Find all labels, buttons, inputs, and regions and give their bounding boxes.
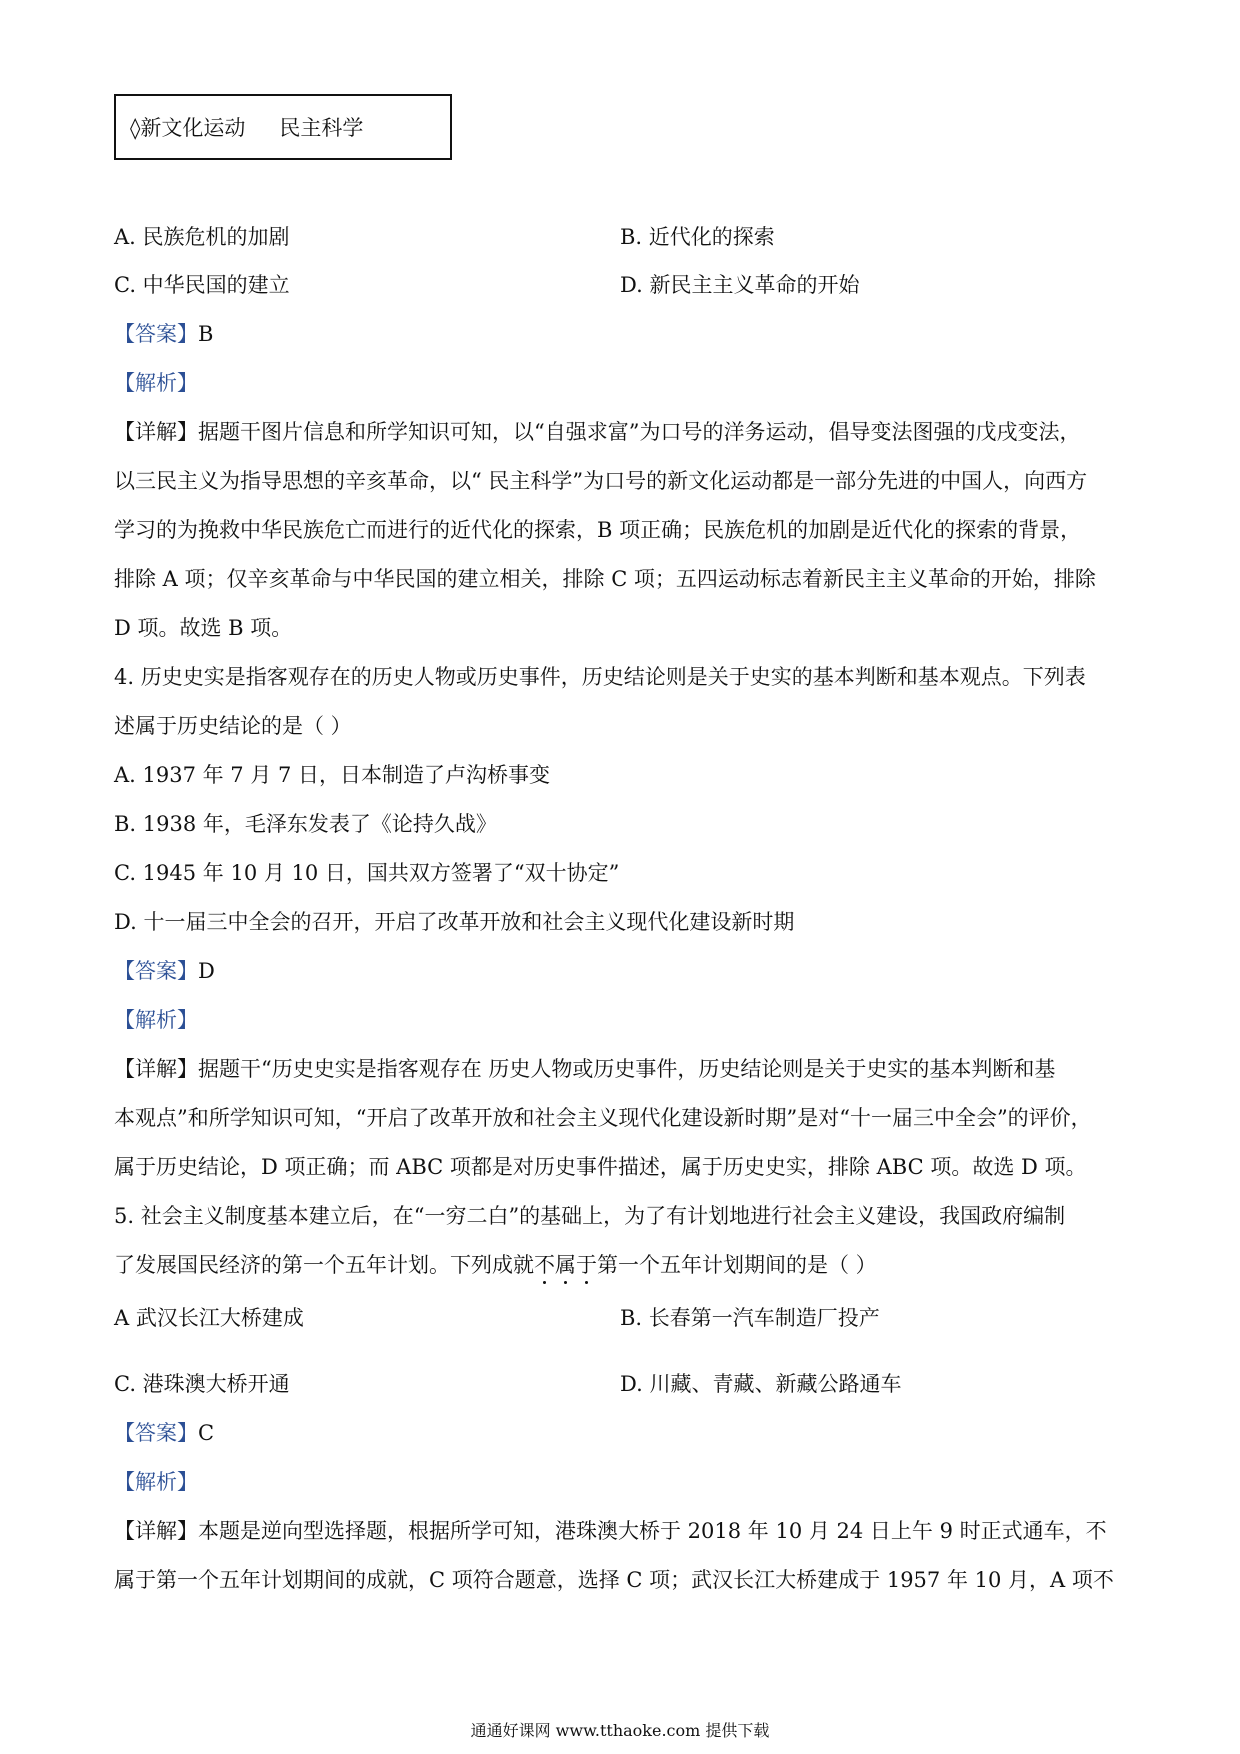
q3-option-d: D. 新民主主义革命的开始 bbox=[620, 273, 860, 297]
keyword-box bbox=[114, 94, 452, 160]
q4-option-b: B. 1938 年，毛泽东发表了《论持久战》 bbox=[114, 812, 497, 836]
detail-text: 据题干“历史史实是指客观存在 历史人物或历史事件，历史结论则是关于史实的基本判断和基 bbox=[198, 1057, 1056, 1081]
q3-option-a: A. 民族危机的加剧 bbox=[114, 225, 290, 249]
q4-analysis bbox=[114, 1006, 1134, 1034]
answer-tag: 【答案】 bbox=[114, 322, 198, 346]
q3-detail-line: 以三民主义为指导思想的辛亥革命，以“ 民主科学”为口号的新文化运动都是一部分先进的中国人，向西方 bbox=[114, 469, 1088, 493]
q5-option-a: A 武汉长江大桥建成 bbox=[114, 1306, 304, 1330]
q3-analysis bbox=[114, 369, 1134, 397]
answer-tag: 【答案】 bbox=[114, 1421, 198, 1445]
q4-option-d: D. 十一届三中全会的召开，开启了改革开放和社会主义现代化建设新时期 bbox=[114, 910, 795, 934]
stem-text: 了发展国民经济的第一个五年计划。下列成就 bbox=[114, 1253, 534, 1277]
analysis-tag: 【解析】 bbox=[114, 371, 198, 395]
q5-stem: 5. 社会主义制度基本建立后，在“一穷二白”的基础上，为了有计划地进行社会主义建设，我国政府编制 bbox=[114, 1204, 1066, 1228]
diamond-symbol: ◊ bbox=[130, 116, 141, 140]
q5-answer bbox=[114, 1419, 1134, 1447]
q4-detail-line bbox=[114, 1055, 1134, 1083]
q3-option-c: C. 中华民国的建立 bbox=[114, 273, 290, 297]
q4-answer bbox=[114, 957, 1134, 985]
q4-detail-line: 属于历史结论，D 项正确；而 ABC 项都是对历史事件描述，属于历史史实，排除 ABC 项。故选 D 项。 bbox=[114, 1155, 1087, 1179]
q3-detail-line: 学习的为挽救中华民族危亡而进行的近代化的探索，B 项正确；民族危机的加剧是近代化的探索的背景， bbox=[114, 518, 1082, 542]
emphasis-char: 于 bbox=[576, 1253, 597, 1277]
q3-detail-line: D 项。故选 B 项。 bbox=[114, 616, 293, 640]
answer-tag: 【答案】 bbox=[114, 959, 198, 983]
q3-detail-line: 排除 A 项；仅辛亥革命与中华民国的建立相关，排除 C 项；五四运动标志着新民主主义革命的开始，排除 bbox=[114, 567, 1096, 591]
q4-detail-line: 本观点”和所学知识可知，“开启了改革开放和社会主义现代化建设新时期”是对“十一届三中全会”的评价， bbox=[114, 1106, 1092, 1130]
keyword-right: 民主科学 bbox=[279, 116, 364, 140]
analysis-tag: 【解析】 bbox=[114, 1008, 198, 1032]
q5-analysis bbox=[114, 1468, 1134, 1496]
q5-stem bbox=[114, 1251, 1134, 1279]
detail-text: 据题干图片信息和所学知识可知，以“自强求富”为口号的洋务运动，倡导变法图强的戊戌变法， bbox=[198, 420, 1081, 444]
keyword-box-text bbox=[130, 114, 363, 142]
q5-detail-line: 属于第一个五年计划期间的成就，C 项符合题意，选择 C 项；武汉长江大桥建成于 1957 年 10 月，A 项不 bbox=[114, 1568, 1114, 1592]
q4-option-c: C. 1945 年 10 月 10 日，国共双方签署了“双十协定” bbox=[114, 861, 620, 885]
q4-option-a: A. 1937 年 7 月 7 日，日本制造了卢沟桥事变 bbox=[114, 763, 551, 787]
q4-stem: 述属于历史结论的是（ ） bbox=[114, 714, 352, 738]
answer-value: B bbox=[198, 322, 214, 346]
q4-stem: 4. 历史史实是指客观存在的历史人物或历史事件，历史结论则是关于史实的基本判断和基本观点。下列表 bbox=[114, 665, 1086, 689]
q5-option-c: C. 港珠澳大桥开通 bbox=[114, 1372, 290, 1396]
q5-detail-line bbox=[114, 1517, 1134, 1545]
page-footer: 通通好课网 www.tthaoke.com 提供下载 bbox=[470, 1721, 770, 1740]
q5-option-d: D. 川藏、青藏、新藏公路通车 bbox=[620, 1372, 902, 1396]
answer-value: C bbox=[198, 1421, 215, 1445]
q3-option-b: B. 近代化的探索 bbox=[620, 225, 775, 249]
q5-option-b: B. 长春第一汽车制造厂投产 bbox=[620, 1306, 880, 1330]
q3-answer bbox=[114, 320, 1134, 348]
detail-tag: 【详解】 bbox=[114, 1057, 198, 1081]
answer-value: D bbox=[198, 959, 215, 983]
keyword-left: 新文化运动 bbox=[140, 116, 246, 140]
analysis-tag: 【解析】 bbox=[114, 1470, 198, 1494]
emphasis-char: 不 bbox=[534, 1253, 555, 1277]
stem-text: 第一个五年计划期间的是（ ） bbox=[597, 1253, 877, 1277]
detail-tag: 【详解】 bbox=[114, 1519, 198, 1543]
detail-text: 本题是逆向型选择题，根据所学可知，港珠澳大桥于 2018 年 10 月 24 日上午 9 时正式通车，不 bbox=[198, 1519, 1107, 1543]
emphasis-char: 属 bbox=[555, 1253, 576, 1277]
q3-detail-line bbox=[114, 418, 1134, 446]
detail-tag: 【详解】 bbox=[114, 420, 198, 444]
